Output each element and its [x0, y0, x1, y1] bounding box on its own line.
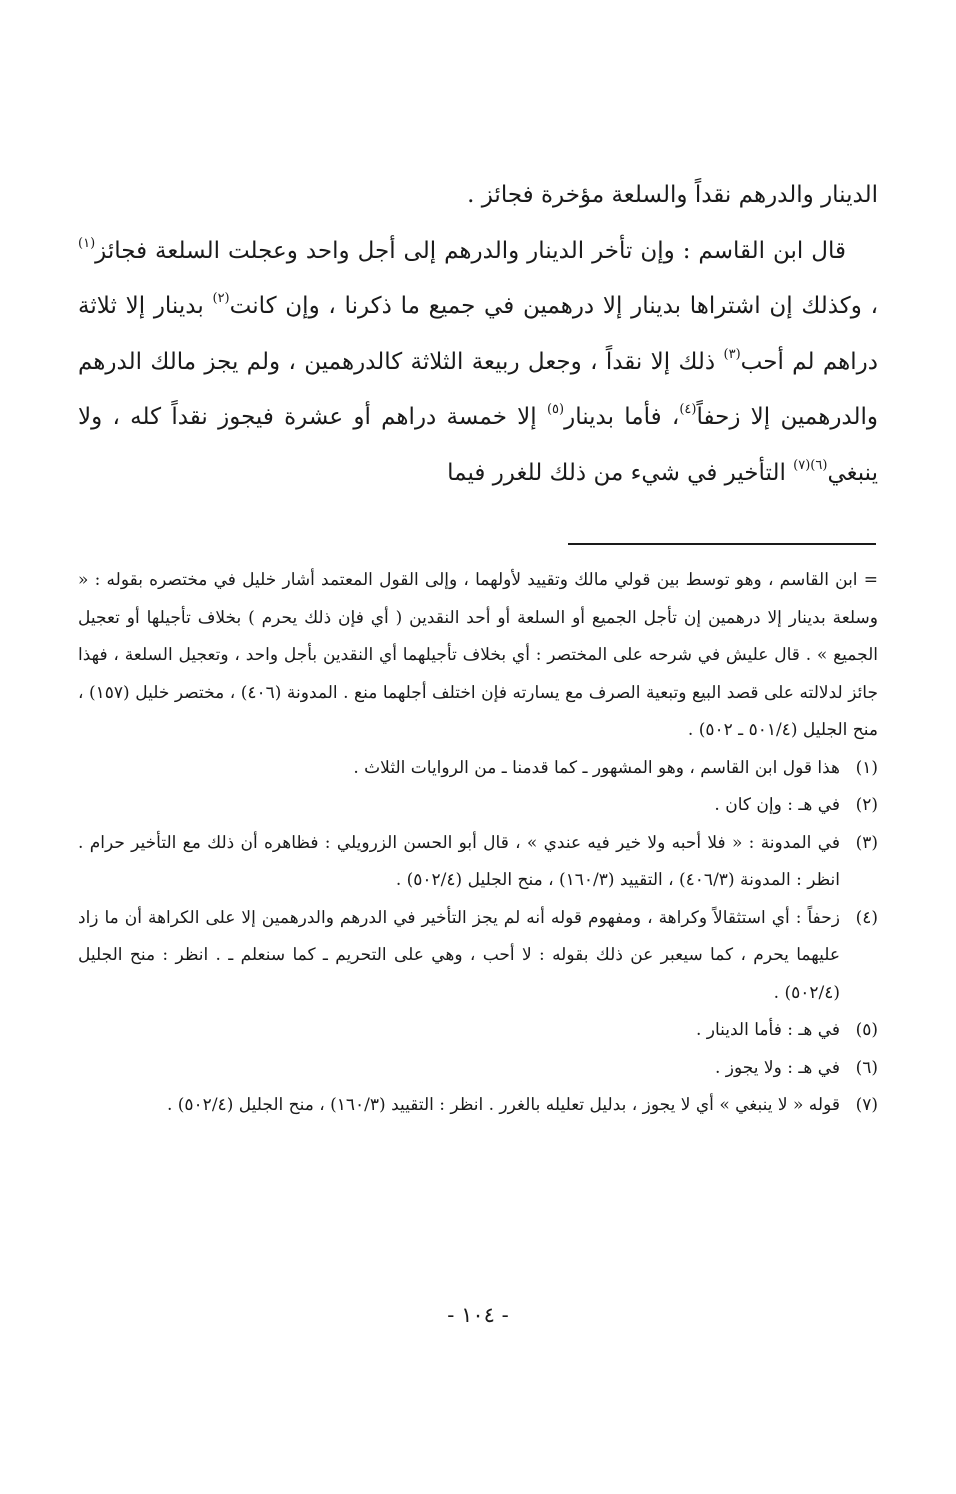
footnote-separator [568, 543, 876, 545]
main-text-segment: ، وكذلك إن اشتراها بدينار إلا درهمين في جميع ما ذكرنا ، وإن كانت [229, 293, 879, 319]
main-paragraph-1: الدينار والدرهم نقداً والسلعة مؤخرة فجائز . [467, 182, 878, 208]
footnote-text: في هـ : وإن كان . [714, 795, 840, 815]
footnote-number: (٢) [855, 795, 878, 815]
footnote-item [78, 825, 878, 900]
footnote-number: (١) [855, 757, 878, 778]
footnote-ref-4[interactable]: (٤) [679, 402, 697, 417]
footnote-text: زحفاً : أي استثقالاً وكراهة ، ومفهوم قوله أنه لم يجز التأخير في الدرهم والدرهمين إلا على الكراهة أن ما زاد عليهما يحرم ، كما سيعبر عن ذلك بقوله : لا أحب ، وهي على التحريم ـ كما سنعلم ـ . انظر : منح الجليل (٥٠٢/٤) . [78, 907, 840, 1003]
footnote-item [78, 787, 878, 825]
footnote-text: في هـ : فأما الدينار . [695, 1020, 840, 1040]
footnote-item [78, 1050, 878, 1088]
footnote-number: (٧) [855, 1095, 878, 1115]
main-text-segment: بدينار إلا ثلاثة دراهم لم أحب [78, 293, 878, 375]
footnote-text: في المدونة : « فلا أحبه ولا خير فيه عندي » ، قال أبو الحسن الزرويلي : فظاهره أن ذلك مع التأخير حرام . انظر : المدونة (٤٠٦/٣) ، التقييد (١٦٠/٣) ، منح الجليل (٥٠٢/٤) . [78, 832, 840, 890]
page-number: - ١٠٤ - [447, 1303, 509, 1327]
footnote-number: (٤) [855, 907, 878, 928]
footnote-continuation: = ابن القاسم ، وهو توسط بين قولي مالك وتقييد لأولهما ، وإلى القول المعتمد أشار خليل في مختصره بقوله : « وسلعة بدينار إلا درهمين إن تأجل الجميع أو السلعة أو أحد النقدين ( أي فإن ذلك يحرم ) بخلاف تأجيلها أو تعجيل الجميع » . قال عليش في شرحه على المختصر : أي بخلاف تأجيلهما أي النقدين بأجل واحد ، وتعجيل السلعة ، فهذا جائز لدلالته على قصد البيع وتبعية الصرف مع يسارته فإن اختلف أجلهما منع . المدونة (٤٠٦) ، مختصر خليل (١٥٧) ، منح الجليل (٥٠١/٤ ـ ٥٠٢) . [78, 570, 878, 740]
main-text-segment: التأخير في شيء من ذلك للغرر فيما [447, 459, 786, 486]
footnote-number: (٣) [855, 832, 878, 853]
footnote-ref-3[interactable]: (٣) [723, 346, 741, 362]
footnote-ref-5[interactable]: (٥) [546, 402, 565, 417]
main-text [78, 168, 878, 501]
footnote-item [78, 1012, 878, 1050]
footnote-number: (٦) [855, 1057, 878, 1078]
footnote-number: (٥) [855, 1020, 878, 1040]
main-text-segment: قال ابن القاسم : وإن تأخر الدينار والدرهم إلى أجل واحد وعجلت السلعة فجائز [95, 237, 846, 264]
main-text-segment: إلا خمسة دراهم أو عشرة فيجوز نقداً كله ، ولا ينبغي [78, 404, 878, 486]
footnote-item [78, 1087, 878, 1125]
footnote-text: هذا قول ابن القاسم ، وهو المشهور ـ كما قدمنا ـ من الروايات الثلاث . [353, 757, 840, 778]
footnote-ref-6-7[interactable]: (٦)(٧) [793, 457, 828, 473]
main-text-segment: ، فأما بدينار [564, 404, 680, 430]
footnote-text: في هـ : ولا يجوز . [715, 1057, 840, 1078]
footnote-item [78, 750, 878, 788]
footnotes [78, 562, 878, 1125]
main-paragraph-2 [78, 224, 878, 502]
footnote-ref-1[interactable]: (١) [78, 235, 96, 251]
footnote-ref-2[interactable]: (٢) [212, 291, 230, 306]
footnote-text: قوله « لا ينبغي » أي لا يجوز ، بدليل تعليله بالغرر . انظر : التقييد (١٦٠/٣) ، منح الجليل (٥٠٢/٤) . [166, 1095, 840, 1115]
footnote-item [78, 900, 878, 1013]
main-text-segment: ذلك إلا نقداً ، وجعل ربيعة الثلاثة كالدرهمين ، ولم يجز مالك الدرهم والدرهمين إلا زحفاً [78, 348, 879, 430]
